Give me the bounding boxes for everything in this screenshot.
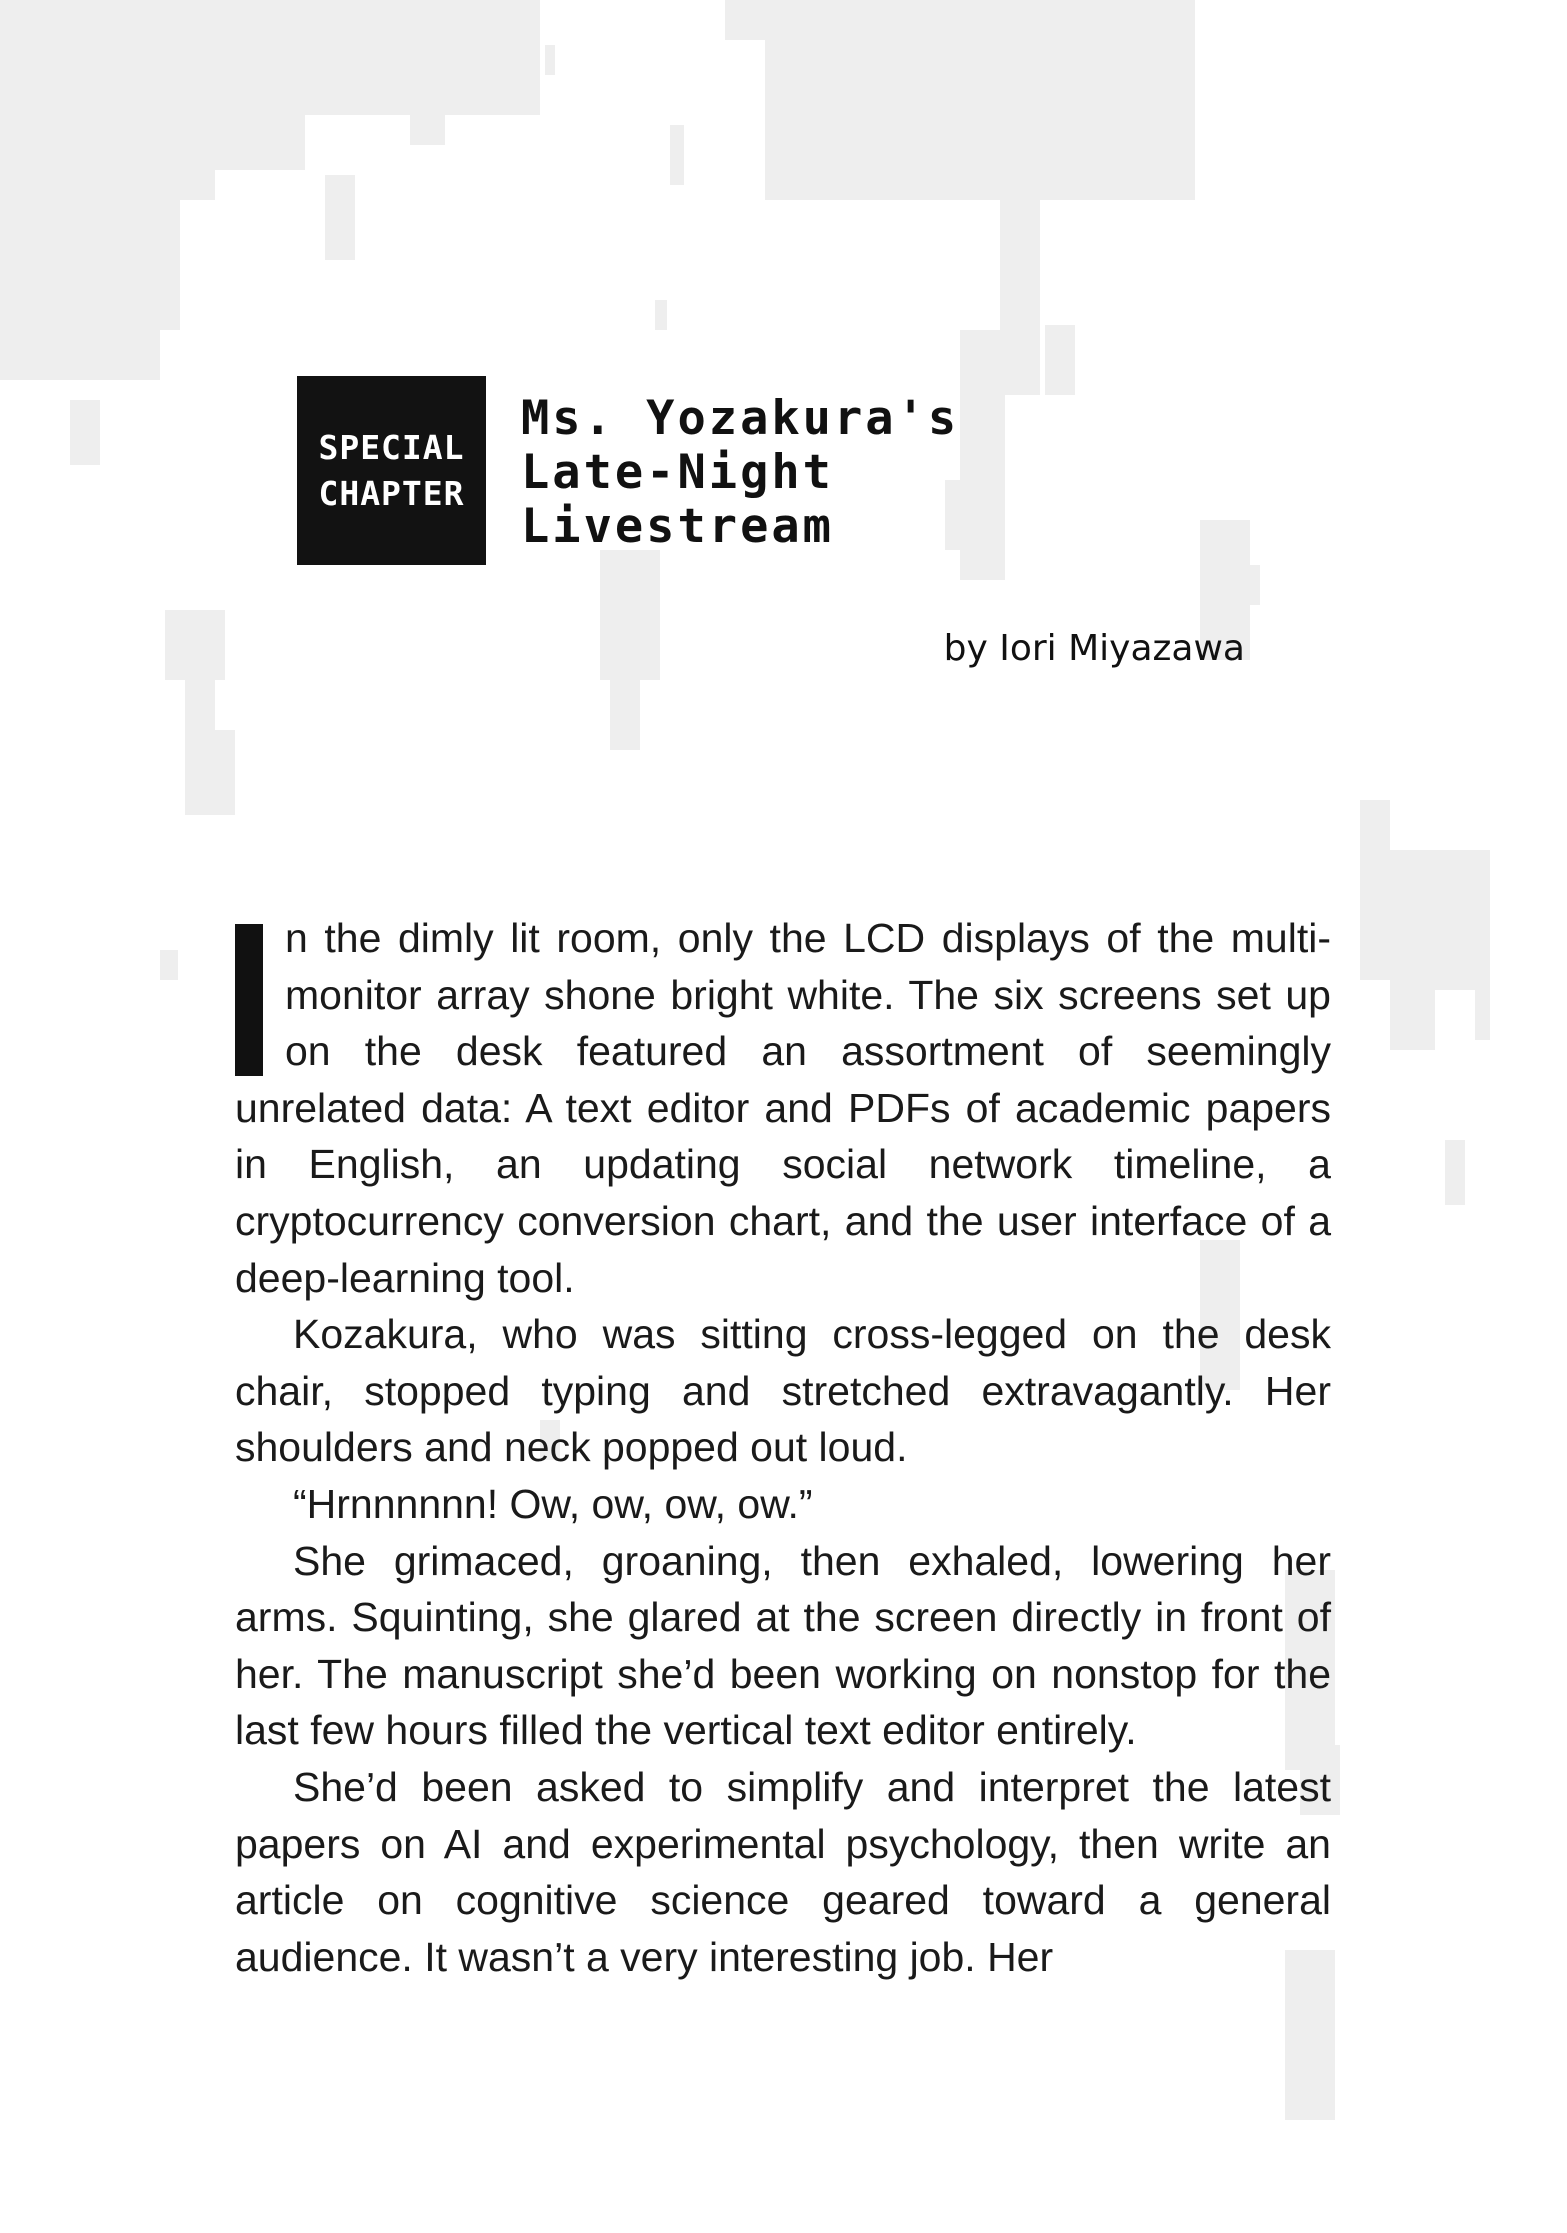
title-line-2: Late-Night xyxy=(521,445,834,500)
chapter-body xyxy=(235,910,1331,1985)
paragraph-3: “Hrnnnnnn! Ow, ow, ow, ow.” xyxy=(293,1480,813,1527)
paragraph-5: She’d been asked to simplify and interpret the latest papers on AI and experimental psychology, then write an article on cognitive science geared toward a general audience. It wasn’t a very interesting job. Her xyxy=(235,1763,1331,1980)
author-byline: by Iori Miyazawa xyxy=(943,628,1245,669)
drop-cap-letter xyxy=(235,924,263,1076)
paragraph-1-text: n the dimly lit room, only the LCD displays of the multi-monitor array shone bright white. The six screens set up on the desk featured an assortment of seemingly unrelated data: A text editor and PDFs of academic papers in English, an updating social network timeline, a cryptocurrency conversion chart, and the user interface of a deep-learning tool. xyxy=(235,915,1331,1301)
badge-line-2: CHAPTER xyxy=(318,473,465,513)
paragraph-1 xyxy=(235,910,1331,1306)
paragraph-4: She grimaced, groaning, then exhaled, lowering her arms. Squinting, she glared at the screen directly in front of her. The manuscript she’d been working on nonstop for the last few hours filled the vertical text editor entirely. xyxy=(235,1537,1331,1754)
title-line-3: Livestream xyxy=(521,499,834,554)
paragraph-2: Kozakura, who was sitting cross-legged on the desk chair, stopped typing and stretched extravagantly. Her shoulders and neck popped out loud. xyxy=(235,1311,1331,1471)
badge-line-1: SPECIAL xyxy=(318,427,465,467)
chapter-title xyxy=(521,392,959,554)
title-line-1: Ms. Yozakura's xyxy=(521,391,960,446)
special-chapter-badge xyxy=(297,376,486,565)
